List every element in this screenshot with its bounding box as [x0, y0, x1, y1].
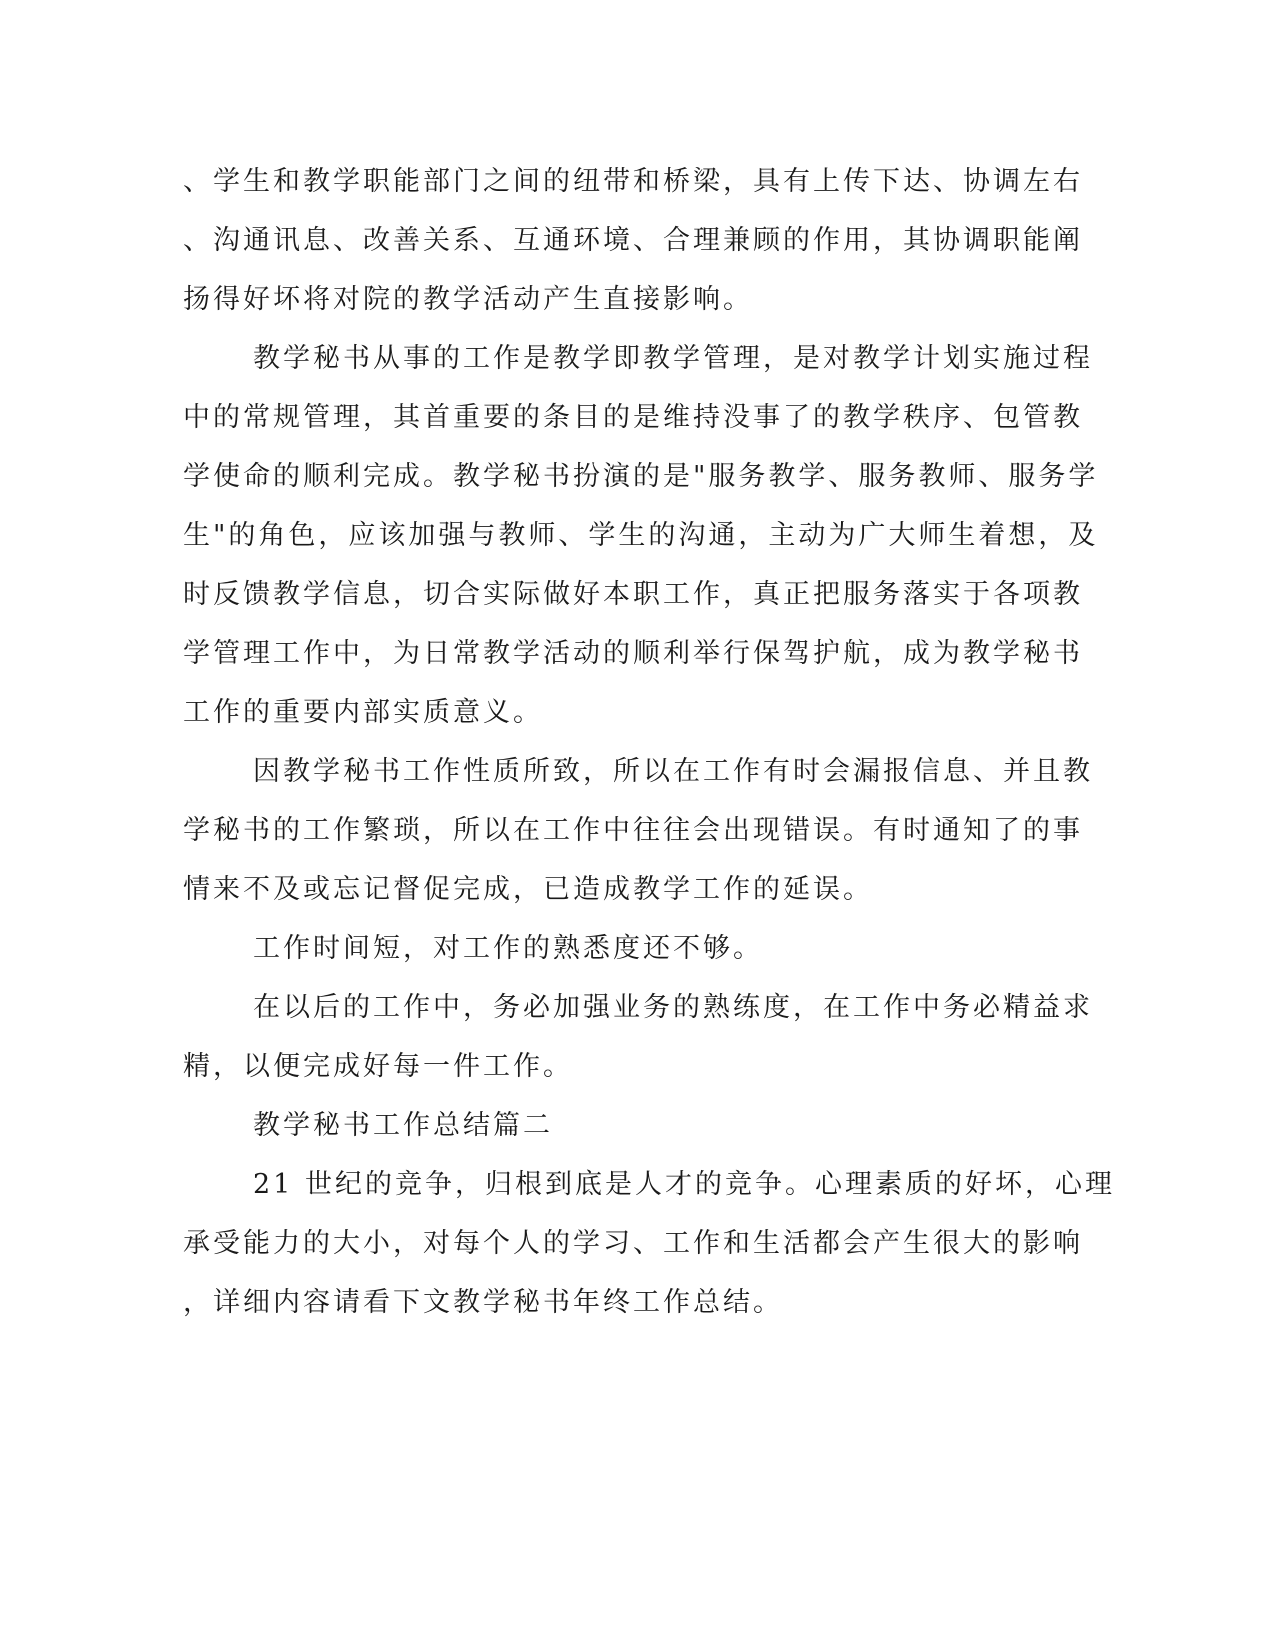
text-line: 精，以便完成好每一件工作。	[183, 1051, 573, 1082]
text-line: 学使命的顺利完成。教学秘书扮演的是"服务教学、服务教师、服务学	[183, 461, 1099, 492]
text-line: 、学生和教学职能部门之间的纽带和桥梁，具有上传下达、协调左右	[183, 166, 1083, 197]
text-line: 因教学秘书工作性质所致，所以在工作有时会漏报信息、并且教	[253, 756, 1093, 787]
text-line: 扬得好坏将对院的教学活动产生直接影响。	[183, 284, 753, 315]
text-line: 工作时间短，对工作的熟悉度还不够。	[253, 933, 763, 964]
section-heading: 教学秘书工作总结篇二	[253, 1110, 553, 1141]
text-line: 承受能力的大小，对每个人的学习、工作和生活都会产生很大的影响	[183, 1228, 1083, 1259]
text-line: 、沟通讯息、改善关系、互通环境、合理兼顾的作用，其协调职能阐	[183, 225, 1083, 256]
text-line: 21 世纪的竞争，归根到底是人才的竞争。心理素质的好坏，心理	[253, 1169, 1115, 1200]
text-line: 时反馈教学信息，切合实际做好本职工作，真正把服务落实于各项教	[183, 579, 1083, 610]
text-line: 学管理工作中，为日常教学活动的顺利举行保驾护航，成为教学秘书	[183, 638, 1083, 669]
text-line: 中的常规管理，其首重要的条目的是维持没事了的教学秩序、包管教	[183, 402, 1083, 433]
text-line: 工作的重要内部实质意义。	[183, 697, 543, 728]
text-line: 教学秘书从事的工作是教学即教学管理，是对教学计划实施过程	[253, 343, 1093, 374]
text-line: 生"的角色，应该加强与教师、学生的沟通，主动为广大师生着想，及	[183, 520, 1099, 551]
text-line: 学秘书的工作繁琐，所以在工作中往往会出现错误。有时通知了的事	[183, 815, 1083, 846]
text-line: ，详细内容请看下文教学秘书年终工作总结。	[183, 1287, 783, 1318]
text-line: 情来不及或忘记督促完成，已造成教学工作的延误。	[183, 874, 873, 905]
text-line: 在以后的工作中，务必加强业务的熟练度，在工作中务必精益求	[253, 992, 1093, 1023]
